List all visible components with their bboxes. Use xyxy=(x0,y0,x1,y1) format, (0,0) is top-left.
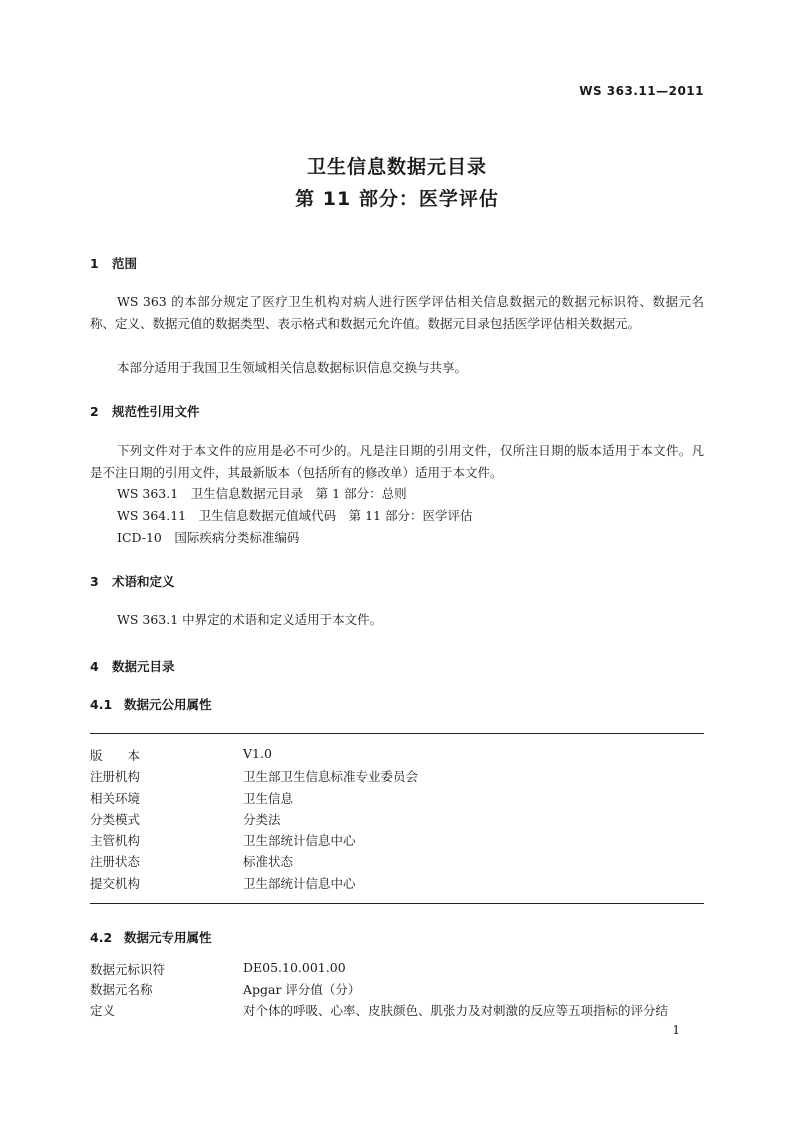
attribute-value: 标准状态 xyxy=(243,854,294,869)
attribute-key: 提交机构 xyxy=(90,876,141,891)
section-title: 术语和定义 xyxy=(112,574,175,589)
subsection-heading-common-attributes xyxy=(90,695,212,713)
subsection-title: 数据元专用属性 xyxy=(124,930,212,945)
section-title: 范围 xyxy=(112,256,138,271)
subsection-number: 4.2 xyxy=(90,930,113,945)
section-number: 3 xyxy=(90,574,99,589)
document-subtitle: 第 11 部分：医学评估 xyxy=(295,188,499,210)
attribute-key: 定义 xyxy=(90,1003,116,1018)
attribute-key: 数据元名称 xyxy=(90,982,153,997)
section-number: 4 xyxy=(90,659,99,674)
section-heading-terms xyxy=(90,572,175,590)
attribute-value: Apgar 评分值（分） xyxy=(243,982,361,997)
attribute-key: 相关环境 xyxy=(90,791,141,806)
section-heading-catalog xyxy=(90,657,175,675)
section-title: 规范性引用文件 xyxy=(112,404,200,419)
attribute-row xyxy=(90,980,704,1001)
attribute-value: 分类法 xyxy=(243,812,281,827)
attribute-row xyxy=(90,874,704,895)
attribute-value: 卫生信息 xyxy=(243,791,294,806)
attribute-key: 版 本 xyxy=(90,748,141,763)
attribute-row xyxy=(90,831,704,852)
attribute-value: DE05.10.001.00 xyxy=(243,960,346,975)
attribute-row xyxy=(90,1001,704,1022)
subsection-heading-specific-attributes xyxy=(90,928,212,946)
attribute-key: 分类模式 xyxy=(90,812,141,827)
attribute-key: 注册机构 xyxy=(90,769,141,784)
attribute-value: 对个体的呼吸、心率、皮肤颜色、肌张力及对刺激的反应等五项指标的评分结 xyxy=(243,1003,669,1018)
references-paragraph: 下列文件对于本文件的应用是必不可少的。凡是注日期的引用文件，仅所注日期的版本适用于本文件。凡是不注日期的引用文件，其最新版本（包括所有的修改单）适用于本文件。 xyxy=(90,443,704,480)
scope-paragraph-1: WS 363 的本部分规定了医疗卫生机构对病人进行医学评估相关信息数据元的数据元标识符、数据元名称、定义、数据元值的数据类型、表示格式和数据元允许值。数据元目录包括医学评估相关数据元。 xyxy=(90,294,704,331)
section-number: 2 xyxy=(90,404,99,419)
attribute-row xyxy=(90,767,704,788)
section-number: 1 xyxy=(90,256,99,271)
standard-code: WS 363.11—2011 xyxy=(579,84,704,98)
attribute-row xyxy=(90,789,704,810)
scope-paragraph-2: 本部分适用于我国卫生领域相关信息数据标识信息交换与共享。 xyxy=(117,360,468,375)
section-title: 数据元目录 xyxy=(112,659,175,674)
page-number: 1 xyxy=(672,1023,680,1037)
reference-item: WS 364.11 卫生信息数据元值域代码 第 11 部分：医学评估 xyxy=(117,508,473,523)
subsection-title: 数据元公用属性 xyxy=(124,697,212,712)
attribute-row xyxy=(90,852,704,873)
attribute-row xyxy=(90,960,704,981)
section-heading-normative-references xyxy=(90,402,200,420)
reference-item: ICD-10 国际疾病分类标准编码 xyxy=(117,530,300,545)
attribute-row xyxy=(90,746,704,767)
table-top-rule xyxy=(90,733,704,734)
terms-paragraph: WS 363.1 中界定的术语和定义适用于本文件。 xyxy=(117,612,383,627)
attribute-value: 卫生部统计信息中心 xyxy=(243,833,356,848)
reference-item: WS 363.1 卫生信息数据元目录 第 1 部分：总则 xyxy=(117,486,407,501)
attribute-key: 数据元标识符 xyxy=(90,962,166,977)
attribute-key: 主管机构 xyxy=(90,833,141,848)
table-bottom-rule xyxy=(90,903,704,904)
attribute-key: 注册状态 xyxy=(90,854,141,869)
subsection-number: 4.1 xyxy=(90,697,113,712)
section-heading-scope xyxy=(90,254,137,272)
attribute-row xyxy=(90,810,704,831)
attribute-value: V1.0 xyxy=(243,746,272,761)
document-title: 卫生信息数据元目录 xyxy=(306,156,487,178)
attribute-value: 卫生部统计信息中心 xyxy=(243,876,356,891)
attribute-value: 卫生部卫生信息标准专业委员会 xyxy=(243,769,419,784)
